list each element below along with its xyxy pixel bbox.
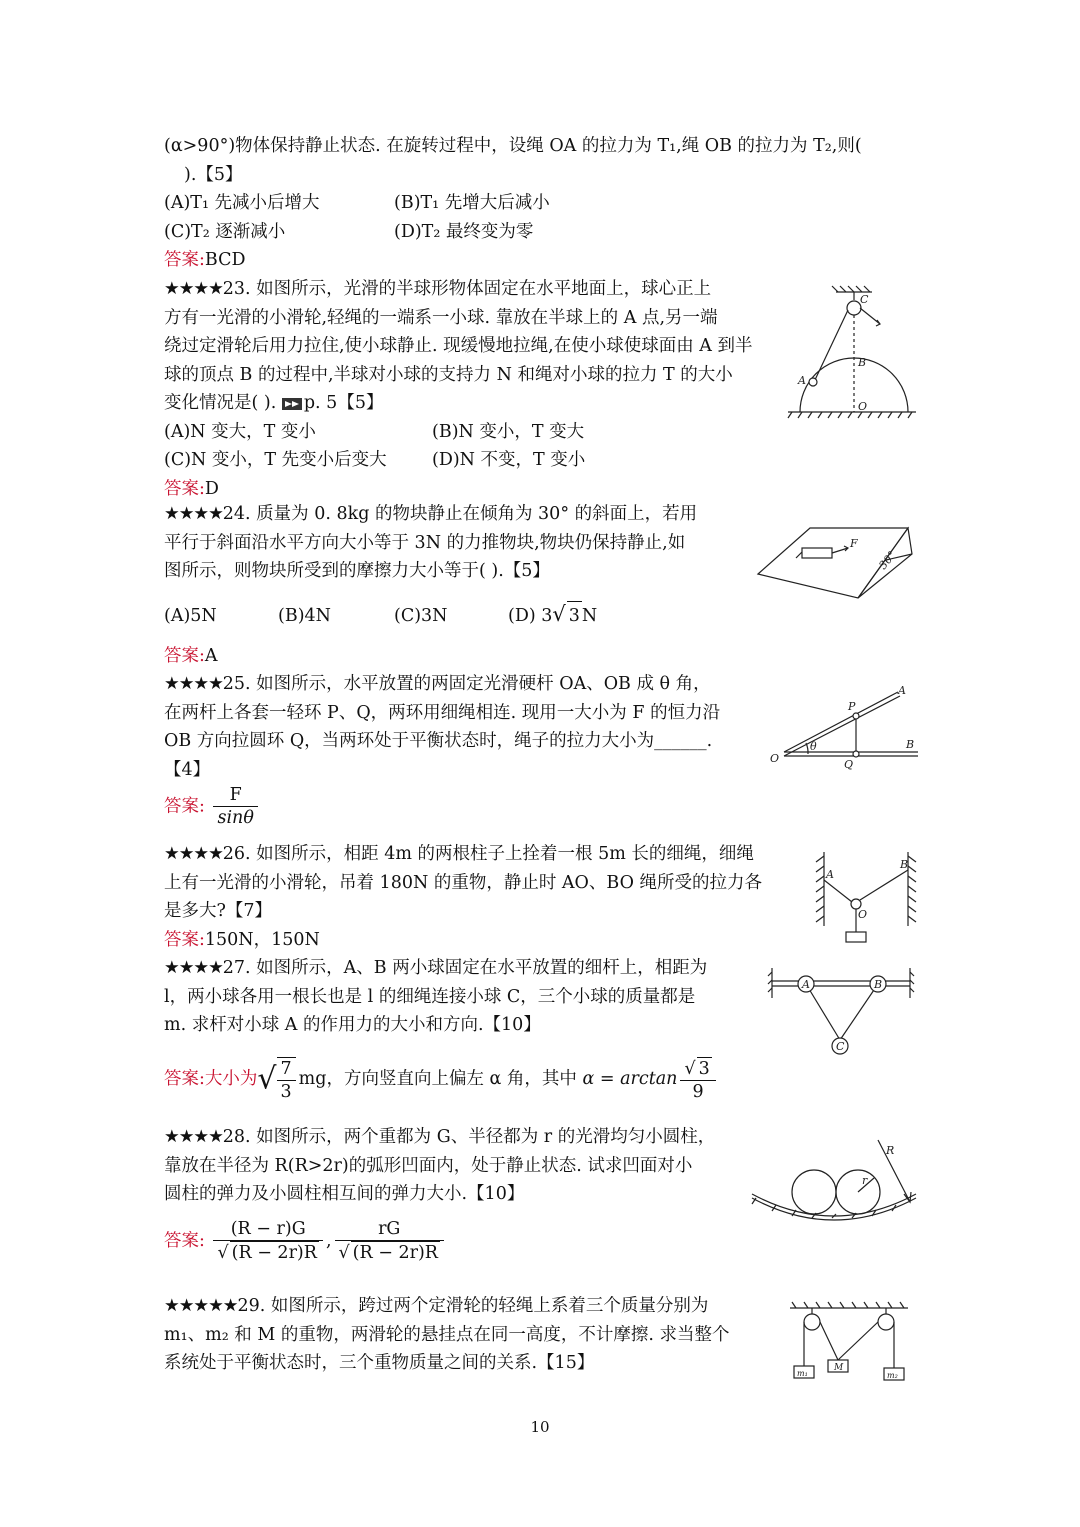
label-c: C (860, 293, 869, 306)
intro-answer (164, 246, 904, 275)
question-28-answer: 答案: $\frac{(R - r)G}{√ (R - 2r)R}$ , $\frac{rG}{√ (R - 2r)R}$ (164, 1218, 447, 1264)
question-text: OB 方向拉圆环 Q，当两环处于平衡状态时，绳子的拉力大小为______. (164, 731, 713, 751)
figure-two-cylinders (750, 1138, 920, 1218)
option-a: (A)5N (164, 606, 217, 626)
answer-value: D (204, 478, 219, 499)
label-b: B (906, 738, 915, 751)
figure-three-balls (768, 964, 918, 1056)
difficulty-stars: ★★★★ (164, 674, 223, 694)
option-c: (C)N 变小，T 先变小后变大 (164, 450, 387, 470)
option-c: (C)3N (394, 606, 448, 626)
option-d: (D)N 不变，T 变小 (432, 450, 586, 470)
label-theta: θ (810, 740, 817, 753)
question-text: m. 求杆对小球 A 的作用力的大小和方向.【10】 (164, 1015, 541, 1035)
option-b: (B)4N (278, 606, 331, 626)
answer-fraction: $\frac{7}{3}$ (277, 1057, 296, 1103)
option-d: (D) 3√ 3 N (508, 600, 597, 631)
label-p: P (848, 700, 856, 713)
label-force: F (850, 537, 858, 550)
difficulty-stars: ★★★★ (164, 958, 223, 978)
answer-value: A (204, 646, 218, 666)
label-a: A (802, 978, 810, 991)
label-small-r: r (862, 1174, 868, 1187)
label-b: B (874, 978, 883, 991)
difficulty-stars: ★★★★★ (164, 1296, 238, 1316)
intro-options-row-2 (164, 218, 904, 247)
question-text: 球的顶点 B 的过程中,半球对小球的支持力 N 和绳对小球的拉力 T 的大小 (164, 364, 733, 385)
question-text: 28. 如图所示，两个重都为 G、半径都为 r 的光滑均匀小圆柱， (222, 1127, 716, 1147)
question-29 (164, 1292, 784, 1378)
question-text: 是多大?【7】 (164, 901, 273, 921)
difficulty-stars: ★★★★ (164, 279, 223, 299)
answer-value: 150N，150N (204, 929, 320, 950)
question-text: 绕过定滑轮后用力拉住,使小球静止. 现缓慢地拉绳,在使小球使球面由 A 到半 (164, 336, 753, 356)
answer-label: 答案: (164, 250, 205, 270)
question-24 (164, 500, 764, 586)
question-text: 变化情况是( ). (164, 393, 277, 413)
question-28 (164, 1123, 764, 1209)
question-text: 27. 如图所示，A、B 两小球固定在水平放置的细杆上，相距为 (222, 958, 708, 978)
intro-option-d: (D)T₂ 最终变为零 (394, 221, 534, 242)
answer-label: 答案: (164, 929, 205, 950)
option-a: (A)N 变大，T 变小 (164, 421, 316, 442)
label-q: Q (844, 758, 854, 771)
intro-block (164, 132, 904, 275)
question-text: 方有一光滑的小滑轮,轻绳的一端系一小球. 靠放在半球上的 A 点,另一端 (164, 307, 718, 328)
answer-label: 答案: (164, 478, 205, 499)
intro-option-c: (C)T₂ 逐渐减小 (164, 221, 286, 242)
question-text: 圆柱的弹力及小圆柱相互间的弹力大小.【10】 (164, 1184, 525, 1204)
intro-options-row-1 (164, 189, 904, 218)
answer-alpha: α = arctan (582, 1069, 678, 1089)
question-text: 靠放在半径为 R(R>2r)的弧形凹面内，处于静止状态. 试求凹面对小 (164, 1155, 693, 1176)
question-27 (164, 954, 764, 1040)
question-24-answer (164, 642, 218, 671)
figure-pulley-poles (812, 850, 922, 950)
option-b: (B)N 变小，T 变大 (432, 421, 585, 442)
intro-line-1: (α>90°)物体保持静止状态. 在旋转过程中，设绳 OA 的拉力为 T₁,绳 OB 的拉力为 T₂,则( (164, 136, 862, 156)
label-o: O (858, 908, 868, 921)
difficulty-stars: ★★★★ (164, 504, 223, 524)
question-text: 24. 质量为 0. 8kg 的物块静止在倾角为 30° 的斜面上，若用 (222, 504, 698, 524)
intro-option-b: (B)T₁ 先增大后减小 (394, 193, 550, 213)
intro-option-a: (A)T₁ 先减小后增大 (164, 193, 320, 213)
label-a: A (826, 868, 834, 881)
question-text: 【4】 (164, 759, 211, 780)
difficulty-stars: ★★★★ (164, 1127, 223, 1147)
figure-two-rods (770, 684, 920, 771)
label-b: B (858, 356, 867, 369)
answer-label: 答案: (164, 1069, 205, 1089)
label-big-r: R (886, 1144, 895, 1157)
question-text: 上有一光滑的小滑轮，吊着 180N 的重物，静止时 AO、BO 绳所受的拉力各 (164, 872, 762, 893)
question-text: 25. 如图所示，水平放置的两固定光滑硬杆 OA、OB 成 θ 角， (222, 674, 711, 694)
question-23 (164, 275, 784, 503)
answer-value: BCD (204, 250, 246, 270)
answer-label: 答案: (164, 796, 205, 817)
question-24-options (164, 600, 764, 631)
label-b: B (900, 858, 909, 871)
question-text: 图所示，则物块所受到的摩擦力大小等于( ).【5】 (164, 561, 550, 581)
question-text: 系统处于平衡状态时，三个重物质量之间的关系.【15】 (164, 1353, 595, 1373)
answer-label: 答案: (164, 1230, 205, 1251)
difficulty-stars: ★★★★ (164, 844, 223, 864)
question-26 (164, 840, 804, 954)
question-text: 在两杆上各套一轻环 P、Q，两环用细绳相连. 现用一大小为 F 的恒力沿 (164, 702, 721, 723)
question-text: m₁、m₂ 和 M 的重物，两滑轮的悬挂点在同一高度，不计摩擦. 求当整个 (164, 1324, 730, 1345)
question-text: 23. 如图所示，光滑的半球形物体固定在水平地面上，球心正上 (222, 279, 712, 299)
page-reference: p. 5【5】 (303, 393, 384, 413)
label-angle: 30° (876, 548, 899, 572)
answer-fraction-2: $\frac{√ 3}{9}$ (680, 1057, 715, 1103)
question-text: 29. 如图所示，跨过两个定滑轮的轻绳上系着三个质量分别为 (237, 1296, 709, 1316)
answer-prefix: 大小为 (204, 1069, 258, 1089)
answer-fraction: $\frac{F}{\sin\theta}$ (213, 784, 257, 829)
intro-line-2: ).【5】 (184, 164, 243, 185)
label-o: O (858, 400, 868, 413)
figure-hemisphere-pulley (788, 284, 918, 429)
reference-arrow-icon (282, 397, 304, 411)
answer-text: mg，方向竖直向上偏左 α 角，其中 (298, 1069, 577, 1089)
label-m1: m₁ (797, 1369, 808, 1378)
question-text: 平行于斜面沿水平方向大小等于 3N 的力推物块,物块仍保持静止,如 (164, 532, 686, 553)
page-number: 10 (530, 1418, 550, 1436)
question-text: l，两小球各用一根长也是 l 的细绳连接小球 C，三个小球的质量都是 (164, 986, 696, 1007)
label-a: A (798, 374, 806, 387)
label-o: O (770, 752, 780, 765)
label-m2: m₂ (887, 1371, 898, 1380)
label-a: A (898, 684, 906, 697)
question-25 (164, 670, 784, 784)
label-c: C (836, 1040, 845, 1053)
figure-incline-block (758, 522, 918, 604)
label-m: M (834, 1363, 844, 1373)
answer-fraction-2: $\frac{rG}{√ (R - 2r)R}$ (335, 1218, 444, 1264)
answer-label: 答案: (164, 646, 205, 666)
question-text: 26. 如图所示，相距 4m 的两根柱子上拴着一根 5m 长的细绳，细绳 (222, 844, 754, 864)
answer-fraction-1: $\frac{(R - r)G}{√ (R - 2r)R}$ (213, 1218, 322, 1264)
figure-two-pulleys (790, 1300, 910, 1390)
question-27-answer: 答案:大小为√ $\frac{7}{3}$ mg，方向竖直向上偏左 α 角，其中 α = arctan $\frac{√ 3}{9}$ (164, 1052, 719, 1107)
question-25-answer (164, 784, 261, 829)
